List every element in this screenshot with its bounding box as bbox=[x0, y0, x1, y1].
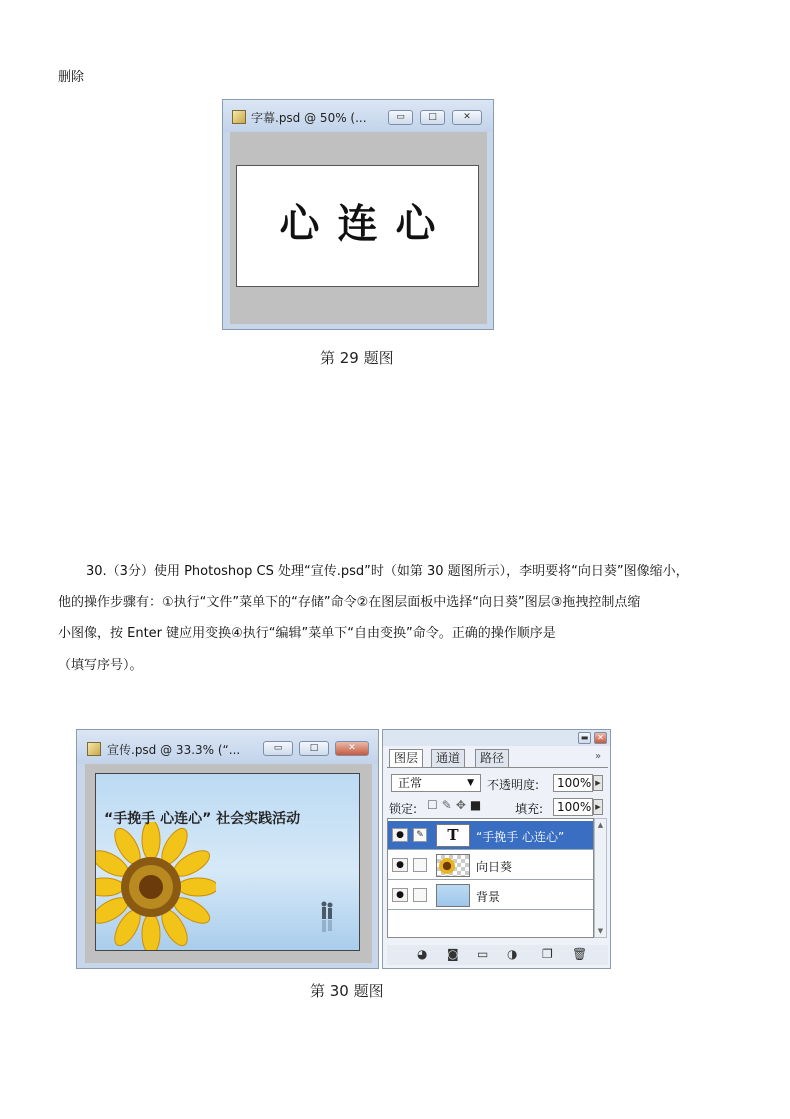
fill-input[interactable]: 100% bbox=[553, 798, 593, 816]
question-30-line-3: 小图像，按 Enter 键应用变换④执行“编辑”菜单下“自由变换”命令。正确的操作顺序是 bbox=[58, 626, 556, 641]
window-titlebar[interactable] bbox=[77, 730, 378, 764]
dropdown-arrow-icon: ▼ bbox=[467, 778, 474, 788]
layers-panel bbox=[382, 729, 611, 969]
minimize-button[interactable]: ▭ bbox=[263, 741, 293, 756]
blend-mode-value: 正常 bbox=[398, 776, 423, 790]
restore-button[interactable]: □ bbox=[420, 110, 445, 125]
eye-icon[interactable]: ● bbox=[392, 888, 408, 902]
question-30-line-2: 他的操作步骤有：①执行“文件”菜单下的“存储”命令②在图层面板中选择“向日葵”图层③拖拽控制点缩 bbox=[58, 595, 641, 610]
text-layer-thumbnail: T bbox=[436, 824, 470, 847]
document-canvas[interactable] bbox=[236, 165, 479, 287]
layers-scrollbar[interactable] bbox=[594, 818, 607, 938]
sunflower-image[interactable] bbox=[95, 822, 216, 951]
layer-row-text[interactable] bbox=[388, 821, 593, 850]
question-30-line-1: 30.（3分）使用 Photoshop CS 处理“宣传.psd”时（如第 30 题图所示），李明要将“向日葵”图像缩小， bbox=[86, 564, 689, 579]
opacity-input[interactable]: 100% bbox=[553, 774, 593, 792]
psd-window-30 bbox=[76, 729, 379, 969]
document-canvas[interactable] bbox=[95, 773, 360, 951]
new-layer-icon[interactable]: ❐ bbox=[542, 947, 553, 961]
layer-name: 背景 bbox=[476, 890, 501, 904]
opacity-label: 不透明度: bbox=[487, 778, 540, 792]
tab-channels[interactable]: 通道 bbox=[431, 749, 465, 767]
close-button[interactable]: ✕ bbox=[335, 741, 369, 756]
layer-row-background[interactable] bbox=[388, 881, 593, 910]
slogan-text: “手挽手 心连心” 社会实践活动 bbox=[104, 811, 301, 827]
tab-paths[interactable]: 路径 bbox=[475, 749, 509, 767]
minimize-button[interactable]: ▭ bbox=[388, 110, 413, 125]
lock-options bbox=[427, 798, 485, 812]
panel-menu-arrows-icon[interactable]: » bbox=[595, 751, 602, 762]
layer-name: 向日葵 bbox=[476, 860, 513, 874]
layer-mask-icon[interactable]: ◙ bbox=[447, 947, 459, 961]
window-titlebar[interactable] bbox=[223, 100, 493, 132]
adjustment-layer-icon[interactable]: ◑ bbox=[507, 947, 518, 961]
trash-icon[interactable]: 🗑 bbox=[572, 947, 588, 961]
canvas-area bbox=[230, 132, 487, 324]
link-box[interactable] bbox=[413, 858, 427, 872]
top-text: 删除 bbox=[58, 70, 85, 85]
window-title: 宣传.psd @ 33.3% (“... bbox=[107, 743, 241, 757]
scroll-down-icon[interactable]: ▼ bbox=[597, 927, 604, 935]
tab-divider bbox=[387, 767, 608, 768]
scroll-up-icon[interactable]: ▲ bbox=[597, 821, 604, 829]
tab-layers[interactable]: 图层 bbox=[389, 749, 423, 767]
canvas-text: 心连心 bbox=[279, 201, 454, 247]
layer-style-icon[interactable]: ◕ bbox=[417, 947, 428, 961]
layer-row-sunflower[interactable] bbox=[388, 851, 593, 880]
psd-document-icon bbox=[87, 742, 101, 756]
psd-window-29 bbox=[222, 99, 494, 330]
brush-icon[interactable]: ✎ bbox=[413, 828, 427, 842]
lock-transparency-icon[interactable]: ☐ bbox=[427, 798, 442, 812]
figure-30-caption: 第 30 题图 bbox=[310, 982, 384, 1000]
fill-label: 填充: bbox=[515, 802, 544, 816]
close-button[interactable]: ✕ bbox=[452, 110, 482, 125]
new-group-icon[interactable]: ▭ bbox=[477, 947, 489, 961]
lock-position-icon[interactable]: ✥ bbox=[455, 798, 470, 812]
fill-slider-arrow-icon[interactable]: ▶ bbox=[593, 799, 603, 815]
question-30-line-4: （填写序号）。 bbox=[58, 658, 143, 673]
panel-close-button[interactable]: ✕ bbox=[594, 732, 607, 744]
eye-icon[interactable]: ● bbox=[392, 858, 408, 872]
people-silhouette-image bbox=[320, 900, 334, 936]
layer-name: “手挽手 心连心” bbox=[476, 830, 565, 844]
restore-button[interactable]: □ bbox=[299, 741, 329, 756]
lock-all-icon[interactable]: ■ bbox=[469, 798, 486, 812]
sunflower-layer-thumbnail bbox=[436, 854, 470, 877]
panel-minimize-button[interactable]: ▬ bbox=[578, 732, 591, 744]
figure-29-caption: 第 29 题图 bbox=[320, 349, 394, 367]
blend-mode-select[interactable] bbox=[391, 774, 481, 792]
eye-icon[interactable]: ● bbox=[392, 828, 408, 842]
layers-list bbox=[387, 818, 594, 938]
panel-bottom-bar bbox=[387, 945, 608, 965]
panel-topbar bbox=[383, 730, 610, 746]
lock-image-icon[interactable]: ✎ bbox=[441, 798, 456, 812]
lock-label: 锁定: bbox=[389, 802, 418, 816]
canvas-area bbox=[85, 764, 372, 963]
window-title: 字幕.psd @ 50% (... bbox=[251, 111, 367, 125]
opacity-slider-arrow-icon[interactable]: ▶ bbox=[593, 775, 603, 791]
psd-document-icon bbox=[232, 110, 246, 124]
link-box[interactable] bbox=[413, 888, 427, 902]
background-layer-thumbnail bbox=[436, 884, 470, 907]
